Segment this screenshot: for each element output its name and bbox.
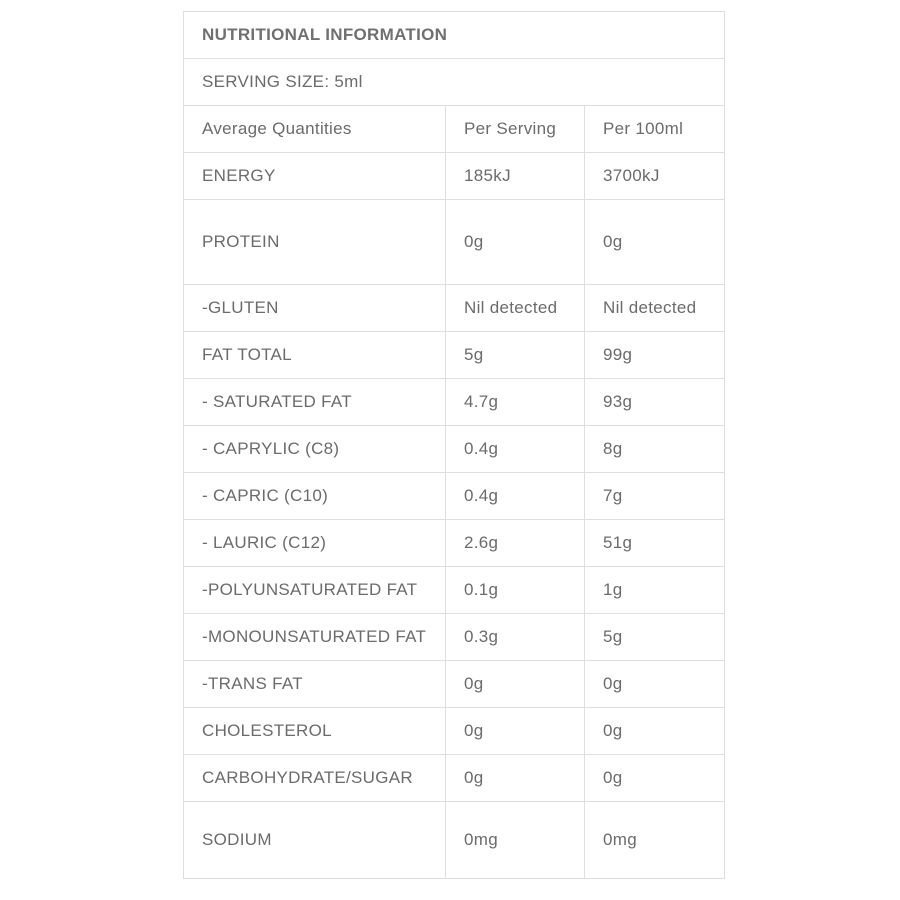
table-row xyxy=(184,379,725,426)
nutrient-name: - CAPRYLIC (C8) xyxy=(184,426,446,473)
per-serving-value: 5g xyxy=(446,332,585,379)
per-serving-value: 0.4g xyxy=(446,473,585,520)
column-header: Per 100ml xyxy=(585,106,725,153)
per-serving-value: 0.4g xyxy=(446,426,585,473)
table-row xyxy=(184,755,725,802)
nutrient-name: ENERGY xyxy=(184,153,446,200)
table-row xyxy=(184,708,725,755)
table-title: NUTRITIONAL INFORMATION xyxy=(184,12,725,59)
per-100ml-value: 1g xyxy=(585,567,725,614)
per-100ml-value: 0g xyxy=(585,661,725,708)
per-100ml-value: 7g xyxy=(585,473,725,520)
table-row xyxy=(184,661,725,708)
per-serving-value: 0g xyxy=(446,708,585,755)
per-100ml-value: 99g xyxy=(585,332,725,379)
nutrient-name: - SATURATED FAT xyxy=(184,379,446,426)
nutrient-name: -POLYUNSATURATED FAT xyxy=(184,567,446,614)
per-serving-value: 0g xyxy=(446,755,585,802)
table-row xyxy=(184,285,725,332)
per-100ml-value: 51g xyxy=(585,520,725,567)
nutrient-name: CARBOHYDRATE/SUGAR xyxy=(184,755,446,802)
per-serving-value: 0.3g xyxy=(446,614,585,661)
per-serving-value: 185kJ xyxy=(446,153,585,200)
table-row xyxy=(184,153,725,200)
per-serving-value: 0.1g xyxy=(446,567,585,614)
serving-size-row xyxy=(184,59,725,106)
column-header: Average Quantities xyxy=(184,106,446,153)
nutrient-name: -MONOUNSATURATED FAT xyxy=(184,614,446,661)
table-row xyxy=(184,473,725,520)
per-serving-value: 0g xyxy=(446,661,585,708)
nutrient-name: CHOLESTEROL xyxy=(184,708,446,755)
nutrient-name: PROTEIN xyxy=(184,200,446,285)
per-100ml-value: 0g xyxy=(585,200,725,285)
table-row xyxy=(184,332,725,379)
per-serving-value: 2.6g xyxy=(446,520,585,567)
nutrient-name: SODIUM xyxy=(184,802,446,879)
nutrient-name: FAT TOTAL xyxy=(184,332,446,379)
nutrition-table xyxy=(183,11,725,879)
table-row xyxy=(184,200,725,285)
per-serving-value: 0g xyxy=(446,200,585,285)
nutrient-name: - CAPRIC (C10) xyxy=(184,473,446,520)
per-serving-value: 4.7g xyxy=(446,379,585,426)
table-row xyxy=(184,520,725,567)
per-100ml-value: 3700kJ xyxy=(585,153,725,200)
table-row xyxy=(184,426,725,473)
per-100ml-value: 0mg xyxy=(585,802,725,879)
nutrient-name: - LAURIC (C12) xyxy=(184,520,446,567)
per-100ml-value: 8g xyxy=(585,426,725,473)
column-header: Per Serving xyxy=(446,106,585,153)
per-100ml-value: 0g xyxy=(585,708,725,755)
per-100ml-value: 93g xyxy=(585,379,725,426)
table-row xyxy=(184,567,725,614)
per-100ml-value: Nil detected xyxy=(585,285,725,332)
nutrient-name: -GLUTEN xyxy=(184,285,446,332)
per-serving-value: 0mg xyxy=(446,802,585,879)
table-row xyxy=(184,614,725,661)
table-row xyxy=(184,802,725,879)
nutrient-name: -TRANS FAT xyxy=(184,661,446,708)
per-100ml-value: 0g xyxy=(585,755,725,802)
serving-size: SERVING SIZE: 5ml xyxy=(184,59,725,106)
table-title-row xyxy=(184,12,725,59)
per-100ml-value: 5g xyxy=(585,614,725,661)
per-serving-value: Nil detected xyxy=(446,285,585,332)
header-row xyxy=(184,106,725,153)
